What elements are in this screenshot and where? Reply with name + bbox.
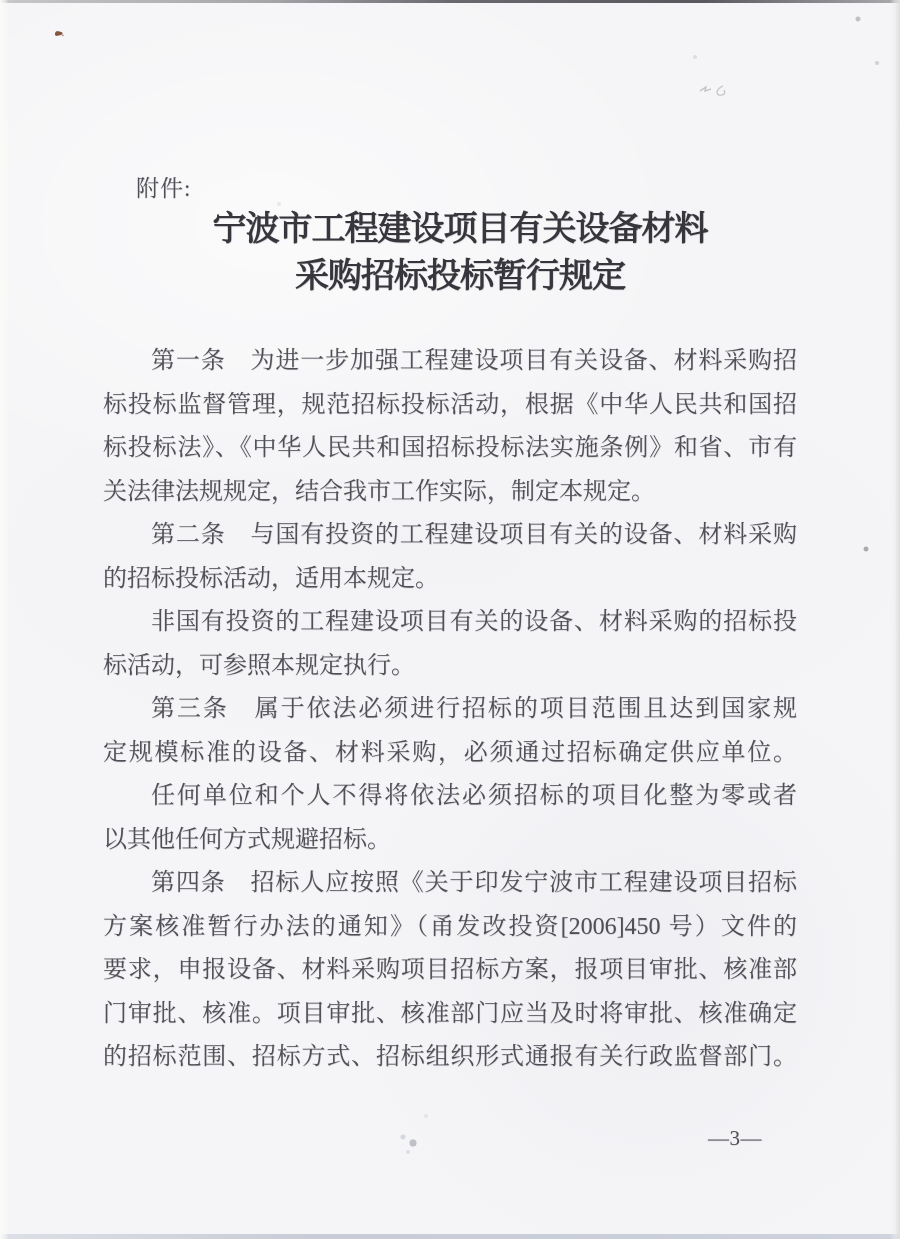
document-title-line-2: 采购招标投标暂行规定 — [295, 257, 625, 295]
document-body — [103, 340, 797, 1080]
body-line: 的招标范围、招标方式、招标组织形式通报有关行政监督部门。 — [103, 1044, 797, 1070]
body-line: 要求，申报设备、材料采购项目招标方案，报项目审批、核准部 — [103, 957, 797, 983]
body-line: 标投标法》、《中华人民共和国招标投标法实施条例》和省、市有 — [103, 435, 797, 461]
body-line: 标投标监督管理，规范招标投标活动，根据《中华人民共和国招 — [103, 391, 797, 418]
body-line: 关法律法规规定，结合我市工作实际，制定本规定。 — [103, 478, 655, 505]
document-title — [20, 206, 900, 300]
pencil-scribble — [696, 78, 742, 111]
body-line: 第二条 与国有投资的工程建设项目有关的设备、材料采购 — [151, 522, 797, 548]
body-line: 第一条 为进一步加强工程建设项目有关设备、材料采购招 — [151, 348, 797, 374]
attachment-label: 附件: — [136, 176, 192, 201]
document-title-line-1: 宁波市工程建设项目有关设备材料 — [212, 210, 708, 248]
ink-speck — [53, 26, 65, 44]
body-line: 第四条 招标人应按照《关于印发宁波市工程建设项目招标 — [151, 870, 797, 896]
body-line: 门审批、核准。项目审批、核准部门应当及时将审批、核准确定 — [103, 1000, 797, 1027]
page-right-shadow — [890, 0, 900, 1239]
scanner-bottom-edge — [0, 1234, 900, 1239]
page-number: —3— — [708, 1126, 762, 1150]
body-line: 标活动，可参照本规定执行。 — [103, 652, 415, 679]
page-left-margin-band — [0, 0, 9, 1239]
body-line: 非国有投资的工程建设项目有关的设备、材料采购的招标投 — [151, 609, 797, 635]
body-line: 的招标投标活动，适用本规定。 — [103, 565, 439, 592]
scan-speck-dots — [0, 0, 2, 2]
body-line: 第三条 属于依法必须进行招标的项目范围且达到国家规 — [151, 696, 797, 722]
scanner-top-edge — [0, 0, 900, 3]
body-line: 方案核准暂行办法的通知》（甬发改投资[2006]450 号）文件的 — [103, 913, 797, 940]
body-line: 以其他任何方式规避招标。 — [103, 826, 391, 853]
body-line: 定规模标准的设备、材料采购，必须通过招标确定供应单位。 — [103, 739, 797, 766]
body-line: 任何单位和个人不得将依法必须招标的项目化整为零或者 — [151, 783, 797, 809]
